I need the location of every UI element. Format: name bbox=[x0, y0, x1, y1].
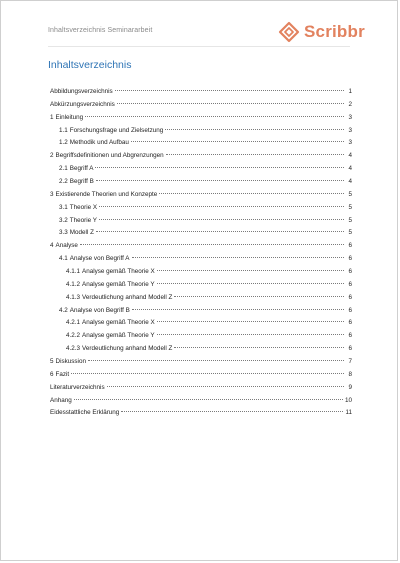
toc-dot-leader bbox=[157, 270, 344, 271]
toc-entry-number: 1.2 bbox=[59, 139, 68, 147]
toc-entry-page: 4 bbox=[348, 178, 352, 186]
toc-entry-number: 5 bbox=[50, 358, 54, 366]
toc-entry[interactable] bbox=[50, 266, 352, 279]
toc-entry-page: 6 bbox=[348, 293, 352, 301]
toc-entry-number: 1 bbox=[50, 113, 54, 121]
toc-entry[interactable] bbox=[50, 253, 352, 266]
toc-entry-page: 6 bbox=[348, 280, 352, 288]
toc-entry[interactable] bbox=[50, 305, 352, 318]
toc-dot-leader bbox=[96, 231, 344, 232]
toc-entry-page: 6 bbox=[348, 268, 352, 276]
toc-entry-title: Modell Z bbox=[69, 229, 94, 237]
toc-dot-leader bbox=[174, 296, 344, 297]
toc-entry-number: 4.1.3 bbox=[66, 293, 81, 301]
toc-entry-page: 7 bbox=[348, 358, 352, 366]
toc-entry-number: 2 bbox=[50, 152, 54, 160]
toc-entry-title: Verdeutlichung anhand Modell Z bbox=[82, 293, 173, 301]
toc-entry[interactable] bbox=[50, 343, 352, 356]
header-divider bbox=[48, 46, 350, 47]
toc-entry[interactable] bbox=[50, 99, 352, 112]
toc-entry[interactable] bbox=[50, 395, 352, 408]
toc-dot-leader bbox=[99, 206, 344, 207]
toc-entry[interactable] bbox=[50, 163, 352, 176]
logo-text: Scribbr bbox=[304, 22, 365, 41]
toc-dot-leader bbox=[117, 103, 344, 104]
toc-entry-title: Abkürzungsverzeichnis bbox=[50, 100, 115, 108]
toc-entry[interactable] bbox=[50, 215, 352, 228]
toc-entry[interactable] bbox=[50, 125, 352, 138]
toc-entry-title: Verdeutlichung anhand Modell Z bbox=[82, 345, 173, 353]
toc-entry[interactable] bbox=[50, 369, 352, 382]
toc-entry[interactable] bbox=[50, 279, 352, 292]
toc-entry-number: 2.1 bbox=[59, 165, 68, 173]
toc-entry-number: 3.1 bbox=[59, 203, 68, 211]
toc-entry-title: Fazit bbox=[55, 370, 70, 378]
toc-entry-title: Analyse bbox=[55, 242, 78, 250]
document-title: Inhaltsverzeichnis Seminararbeit bbox=[48, 27, 153, 34]
toc-dot-leader bbox=[157, 321, 344, 322]
toc-entry-number: 1.1 bbox=[59, 126, 68, 134]
toc-entry-page: 6 bbox=[348, 242, 352, 250]
toc-entry-title: Analyse gemäß Theorie Y bbox=[82, 332, 155, 340]
toc-dot-leader bbox=[131, 141, 344, 142]
toc-entry-page: 11 bbox=[345, 409, 352, 417]
toc-entry[interactable] bbox=[50, 292, 352, 305]
toc-entry-page: 6 bbox=[348, 319, 352, 327]
toc-dot-leader bbox=[157, 283, 344, 284]
toc-entry-page: 6 bbox=[348, 345, 352, 353]
toc-entry[interactable] bbox=[50, 86, 352, 99]
toc-entry-page: 6 bbox=[348, 306, 352, 314]
toc-entry-page: 3 bbox=[348, 139, 352, 147]
toc-entry-page: 9 bbox=[348, 383, 352, 391]
toc-entry-title: Begriffsdefinitionen und Abgrenzungen bbox=[55, 152, 164, 160]
toc-entry-title: Theorie Y bbox=[69, 216, 97, 224]
toc-dot-leader bbox=[166, 154, 344, 155]
toc-entry-title: Analyse von Begriff A bbox=[69, 255, 130, 263]
toc-entry-page: 6 bbox=[348, 255, 352, 263]
toc-entry-title: Analyse von Begriff B bbox=[69, 306, 130, 314]
scribbr-logo bbox=[278, 20, 365, 44]
toc-entry-title: Abbildungsverzeichnis bbox=[50, 88, 113, 95]
toc-entry[interactable] bbox=[50, 240, 352, 253]
toc-heading: Inhaltsverzeichnis bbox=[48, 59, 132, 71]
toc-entry-page: 5 bbox=[348, 216, 352, 224]
toc-entry-number: 4 bbox=[50, 242, 54, 250]
toc-entry-title: Analyse gemäß Theorie X bbox=[82, 319, 155, 327]
toc-dot-leader bbox=[99, 219, 344, 220]
toc-dot-leader bbox=[95, 167, 344, 168]
toc-dot-leader bbox=[115, 90, 344, 91]
toc-entry[interactable] bbox=[50, 317, 352, 330]
toc-dot-leader bbox=[107, 386, 344, 387]
toc-entry-page: 3 bbox=[348, 126, 352, 134]
toc-entry[interactable] bbox=[50, 137, 352, 150]
toc-entry-number: 4.2 bbox=[59, 306, 68, 314]
toc-dot-leader bbox=[132, 257, 344, 258]
toc-entry-page: 2 bbox=[348, 100, 352, 108]
toc-entry-title: Existierende Theorien und Konzepte bbox=[55, 190, 158, 198]
toc-entry-page: 8 bbox=[348, 370, 352, 378]
toc-entry-page: 5 bbox=[348, 190, 352, 198]
toc-entry[interactable] bbox=[50, 382, 352, 395]
toc-entry[interactable] bbox=[50, 150, 352, 163]
toc-dot-leader bbox=[157, 334, 344, 335]
toc-dot-leader bbox=[174, 347, 344, 348]
toc-entry-title: Analyse gemäß Theorie Y bbox=[82, 280, 155, 288]
toc-entry-number: 4.2.3 bbox=[66, 345, 81, 353]
toc-entry[interactable] bbox=[50, 176, 352, 189]
scribbr-logo-icon bbox=[278, 21, 300, 43]
toc-dot-leader bbox=[96, 180, 344, 181]
toc-entry-number: 4.2.1 bbox=[66, 319, 81, 327]
toc-entry-page: 4 bbox=[348, 165, 352, 173]
toc-entry-page: 10 bbox=[344, 396, 352, 404]
toc-list bbox=[50, 86, 352, 420]
toc-entry-number: 4.1.2 bbox=[66, 280, 81, 288]
toc-entry-title: Begriff B bbox=[69, 178, 94, 186]
toc-entry-number: 6 bbox=[50, 370, 54, 378]
toc-entry-title: Forschungsfrage und Zielsetzung bbox=[69, 126, 164, 134]
toc-dot-leader bbox=[71, 373, 344, 374]
toc-entry-title: Begriff A bbox=[69, 165, 94, 173]
toc-dot-leader bbox=[74, 399, 343, 400]
toc-entry[interactable] bbox=[50, 189, 352, 202]
toc-dot-leader bbox=[159, 193, 344, 194]
toc-entry[interactable] bbox=[50, 227, 352, 240]
toc-entry[interactable] bbox=[50, 407, 352, 420]
toc-entry-title: Anhang bbox=[50, 396, 72, 404]
toc-entry-title: Eidesstattliche Erklärung bbox=[50, 409, 120, 417]
toc-entry-number: 4.1.1 bbox=[66, 268, 81, 276]
toc-dot-leader bbox=[80, 244, 344, 245]
toc-entry[interactable] bbox=[50, 330, 352, 343]
toc-entry-page: 3 bbox=[348, 113, 352, 121]
toc-dot-leader bbox=[165, 129, 344, 130]
toc-entry-title: Literaturverzeichnis bbox=[50, 383, 105, 391]
toc-entry-number: 4.2.2 bbox=[66, 332, 81, 340]
toc-entry-number: 4.1 bbox=[59, 255, 68, 263]
toc-entry-number: 3.3 bbox=[59, 229, 68, 237]
toc-entry-page: 5 bbox=[348, 203, 352, 211]
toc-entry[interactable] bbox=[50, 202, 352, 215]
toc-dot-leader bbox=[121, 411, 343, 412]
toc-entry-page: 4 bbox=[348, 152, 352, 160]
toc-entry-title: Analyse gemäß Theorie X bbox=[82, 268, 155, 276]
toc-entry-page: 6 bbox=[348, 332, 352, 340]
toc-entry[interactable] bbox=[50, 112, 352, 125]
toc-dot-leader bbox=[132, 309, 344, 310]
toc-entry-page: 5 bbox=[348, 229, 352, 237]
toc-entry-title: Diskussion bbox=[55, 358, 86, 366]
toc-dot-leader bbox=[88, 360, 344, 361]
toc-entry-number: 3 bbox=[50, 190, 54, 198]
toc-entry-title: Theorie X bbox=[69, 203, 98, 211]
toc-entry-title: Methodik und Aufbau bbox=[69, 139, 129, 147]
toc-entry-title: Einleitung bbox=[55, 113, 84, 121]
toc-dot-leader bbox=[85, 116, 344, 117]
toc-entry-number: 3.2 bbox=[59, 216, 68, 224]
toc-entry[interactable] bbox=[50, 356, 352, 369]
toc-entry-number: 2.2 bbox=[59, 178, 68, 186]
toc-entry-page: 1 bbox=[348, 88, 352, 95]
